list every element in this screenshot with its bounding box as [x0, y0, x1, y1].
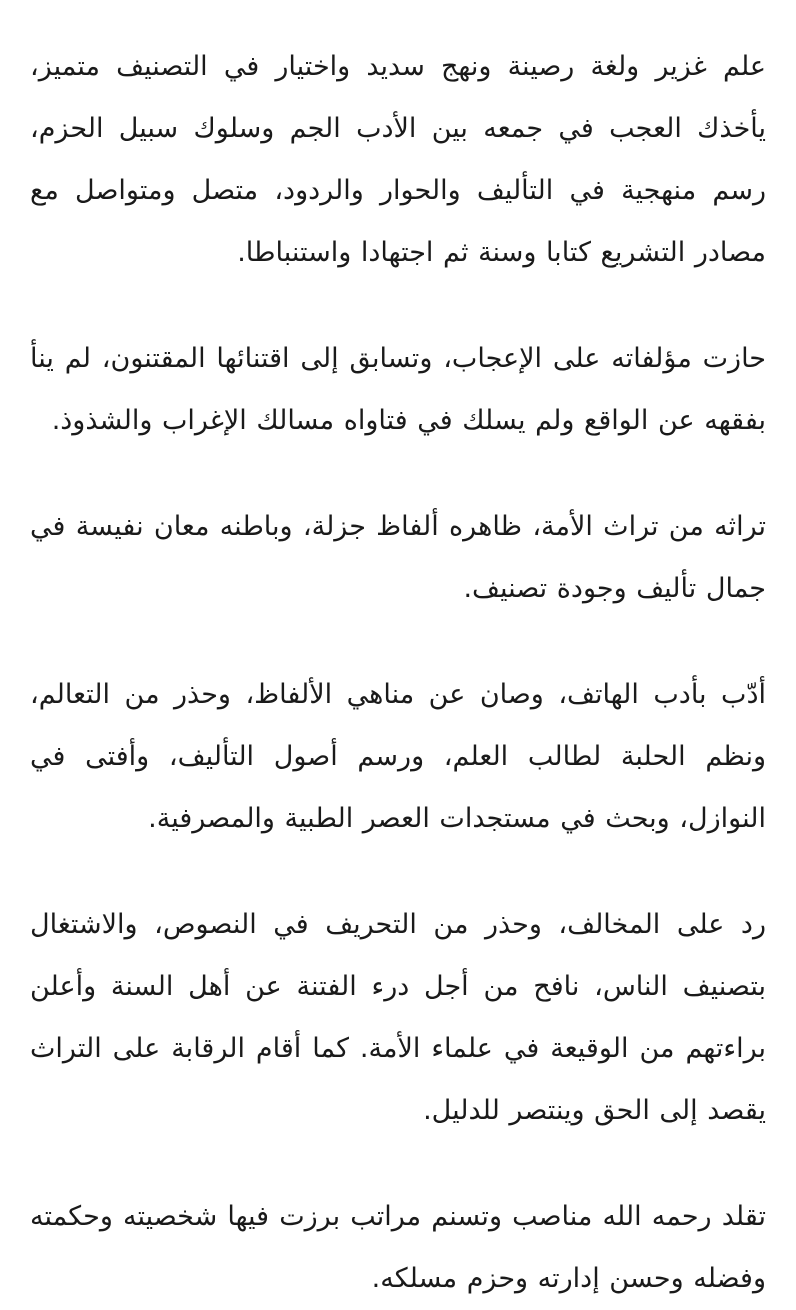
paragraph-2: حازت مؤلفاته على الإعجاب، وتسابق إلى اقتنائها المقتنون، لم ينأ بفقهه عن الواقع ولم يسلك في فتاواه مسالك الإغراب والشذوذ. — [30, 343, 766, 436]
paragraph-5: رد على المخالف، وحذر من التحريف في النصوص، والاشتغال بتصنيف الناس، نافح من أجل درء الفتنة عن أهل السنة وأعلن براءتهم من الوقيعة في علماء الأمة. كما أقام الرقابة على التراث يقصد إلى الحق وينتصر للدليل. — [30, 909, 766, 1126]
paragraph-1: علم غزير ولغة رصينة ونهج سديد واختيار في التصنيف متميز، يأخذك العجب في جمعه بين الأدب الجم وسلوك سبيل الحزم، رسم منهجية في التأليف والحوار والردود، متصل ومتواصل مع مصادر التشريع كتابا وسنة ثم اجتهادا واستنباطا. — [30, 51, 766, 268]
paragraph-4: أدّب بأدب الهاتف، وصان عن مناهي الألفاظ، وحذر من التعالم، ونظم الحلبة لطالب العلم، ورسم أصول التأليف، وأفتى في النوازل، وبحث في مستجدات العصر الطبية والمصرفية. — [30, 679, 766, 834]
paragraph-6: تقلد رحمه الله مناصب وتسنم مراتب برزت فيها شخصيته وحكمته وفضله وحسن إدارته وحزم مسلكه. — [30, 1201, 766, 1294]
paragraph-3: تراثه من تراث الأمة، ظاهره ألفاظ جزلة، وباطنه معان نفيسة في جمال تأليف وجودة تصنيف. — [30, 511, 766, 604]
